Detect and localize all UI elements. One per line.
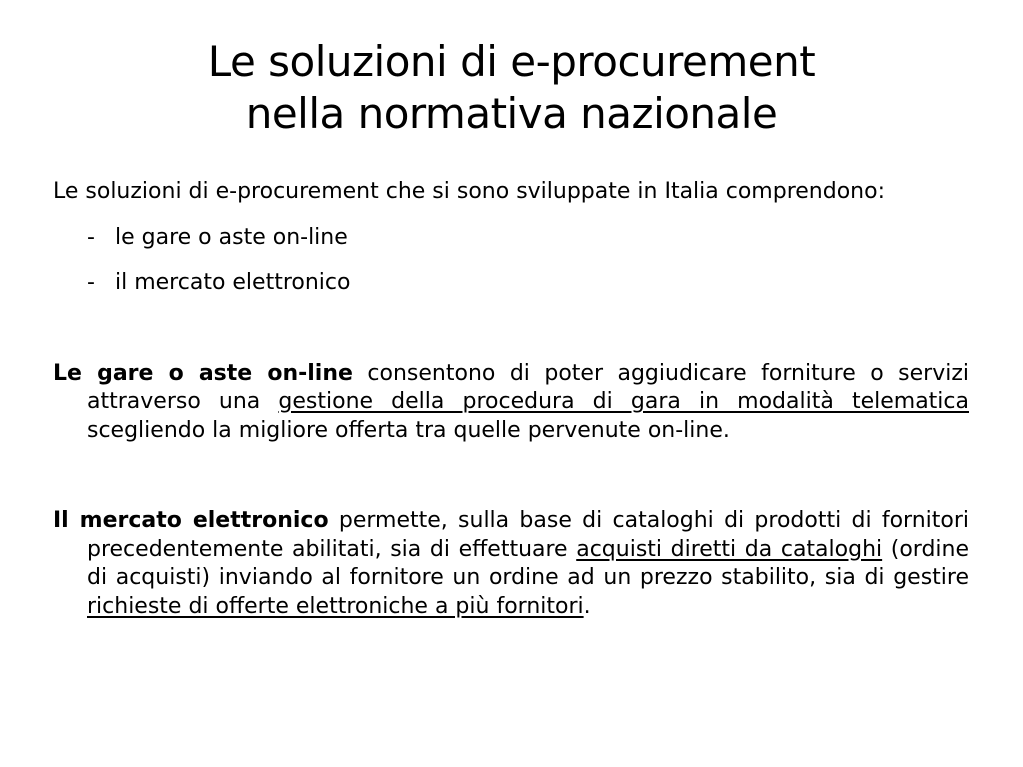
- spacer: [53, 252, 969, 269]
- slide-body: [53, 178, 969, 621]
- bullet-dash: -: [87, 270, 95, 295]
- mercato-heading: Il mercato elettronico: [53, 508, 329, 533]
- spacer: [53, 207, 969, 224]
- bullet-gare-aste: [53, 224, 969, 253]
- gare-underlined-phrase: gestione della procedura di gara in modalità telematica: [278, 389, 969, 414]
- mercato-text-3: .: [583, 593, 591, 619]
- mercato-paragraph: [53, 507, 969, 621]
- gare-heading: Le gare o aste on-line: [53, 360, 353, 386]
- mercato-text-1: permette, sulla base di cataloghi di prodotti di fornitori precedentemente abilitati, sia di effettuare: [87, 508, 970, 562]
- gare-paragraph: [53, 360, 969, 446]
- slide-title-line-1: Le soluzioni di e-procurement: [207, 37, 816, 86]
- intro-paragraph: Le soluzioni di e-procurement che si sono sviluppate in Italia comprendono:: [53, 179, 885, 204]
- bullet-label: il mercato elettronico: [115, 270, 351, 295]
- gare-text-1: consentono di poter aggiudicare forniture o servizi attraverso una: [87, 360, 969, 414]
- mercato-underlined-phrase-2: richieste di offerte elettroniche a più fornitori: [87, 593, 584, 619]
- spacer: [53, 298, 969, 360]
- mercato-underlined-phrase-1: acquisti diretti da cataloghi: [576, 536, 883, 562]
- spacer: [53, 445, 969, 507]
- gare-text-2: scegliendo la migliore offerta tra quelle pervenute on-line.: [87, 417, 730, 443]
- slide-title: [0, 36, 1023, 140]
- bullet-dash: -: [87, 224, 95, 250]
- bullet-mercato-elettronico: [53, 269, 969, 298]
- mercato-text-2: (ordine di acquisti) inviando al fornitore un ordine ad un prezzo stabilito, sia di gestire: [87, 536, 970, 590]
- slide-title-line-2: nella normativa nazionale: [245, 89, 778, 138]
- bullet-label: le gare o aste on-line: [115, 224, 348, 250]
